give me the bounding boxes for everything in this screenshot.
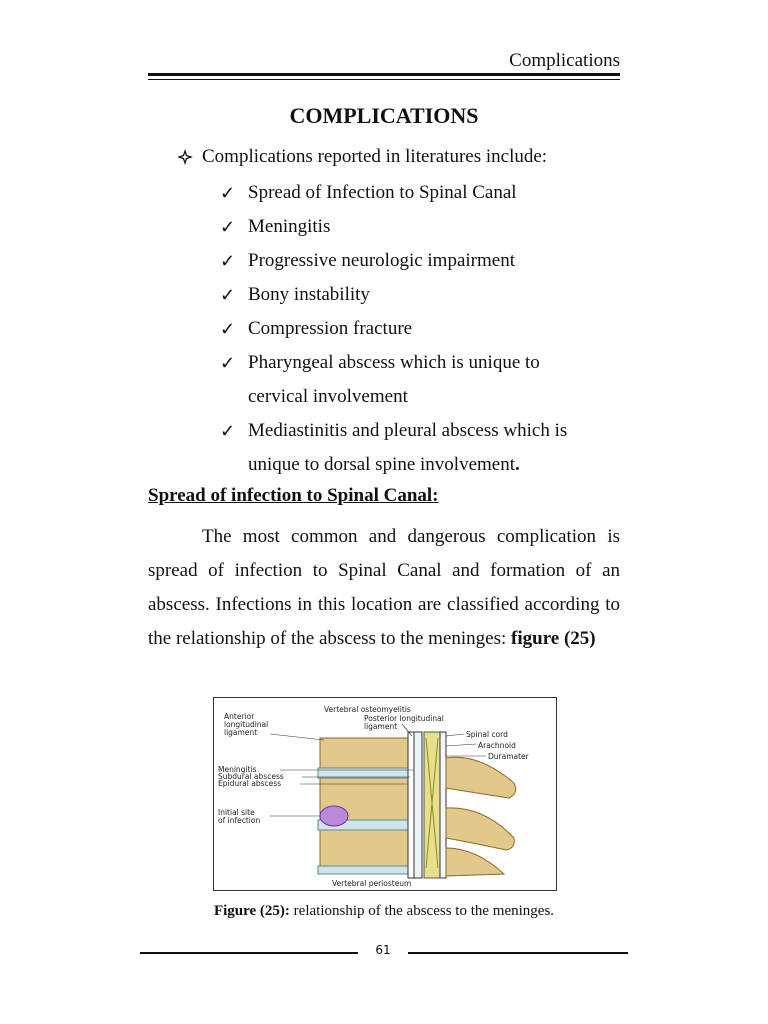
svg-text:longitudinal: longitudinal [224,720,269,729]
list-item: ✓ Compression fracture [220,312,567,346]
spine-figure [213,697,557,891]
complications-list [220,176,567,482]
intro-bullet [176,146,547,168]
checkmark-icon: ✓ [220,251,236,271]
header-title: Complications [509,50,620,71]
figure-caption [0,903,768,920]
footer-rule-right [408,952,628,954]
header-rule-thick [148,73,620,76]
page-number: 61 [375,943,391,957]
header-rule-thin [148,79,620,80]
caption-text: relationship of the abscess to the meninges. [289,903,555,919]
svg-text:Posterior longitudinal: Posterior longitudinal [364,714,444,723]
svg-text:Anterior: Anterior [224,712,255,721]
svg-text:Vertebral periosteum: Vertebral periosteum [332,879,412,888]
checkmark-icon: ✓ [220,421,236,441]
page-title: COMPLICATIONS [289,103,479,128]
checkmark-icon: ✓ [220,319,236,339]
list-item: ✓ Bony instability [220,278,567,312]
checkmark-icon: ✓ [220,353,236,373]
svg-text:Spinal cord: Spinal cord [466,730,508,739]
list-item: ✓ Spread of Infection to Spinal Canal [220,176,567,210]
svg-text:Meningitis: Meningitis [218,765,257,774]
svg-text:ligament: ligament [224,728,258,737]
svg-text:ligament: ligament [364,722,398,731]
figure-reference: figure (25) [511,628,596,649]
label-vertebral-osteomyelitis: Vertebral osteomyelitis [324,705,411,714]
checkmark-icon: ✓ [220,285,236,305]
section-heading: Spread of infection to Spinal Canal: [148,485,439,506]
svg-text:Subdural abscess: Subdural abscess [218,772,284,781]
svg-text:Initial site: Initial site [218,808,255,817]
checkmark-icon: ✓ [220,217,236,237]
list-item: ✓ Mediastinitis and pleural abscess which is [220,414,567,448]
intro-bullet-text: Complications reported in literatures include: [202,146,548,167]
checkmark-icon: ✓ [220,183,236,203]
spine-illustration [214,698,556,890]
diamond-bullet-icon [176,148,194,166]
list-item-continuation: cervical involvement [248,386,408,407]
svg-text:Arachnoid: Arachnoid [478,741,516,750]
list-item-continuation: unique to dorsal spine involvement . [248,454,520,475]
body-paragraph [148,520,620,656]
paragraph-text: The most common and dangerous complication is spread of infection to Spinal Canal and formation of an abscess. Infections in this location are classified according to the relationship of the abscess to the meninges: [148,526,620,649]
list-item: ✓ Meningitis [220,210,567,244]
list-item: ✓ Pharyngeal abscess which is unique to [220,346,567,380]
list-item: ✓ Progressive neurologic impairment [220,244,567,278]
svg-text:Epidural abscess: Epidural abscess [218,779,282,788]
footer-rule-left [140,952,358,954]
svg-text:Duramater: Duramater [488,752,529,761]
caption-label: Figure (25): [213,903,290,919]
svg-text:of infection: of infection [218,816,261,825]
